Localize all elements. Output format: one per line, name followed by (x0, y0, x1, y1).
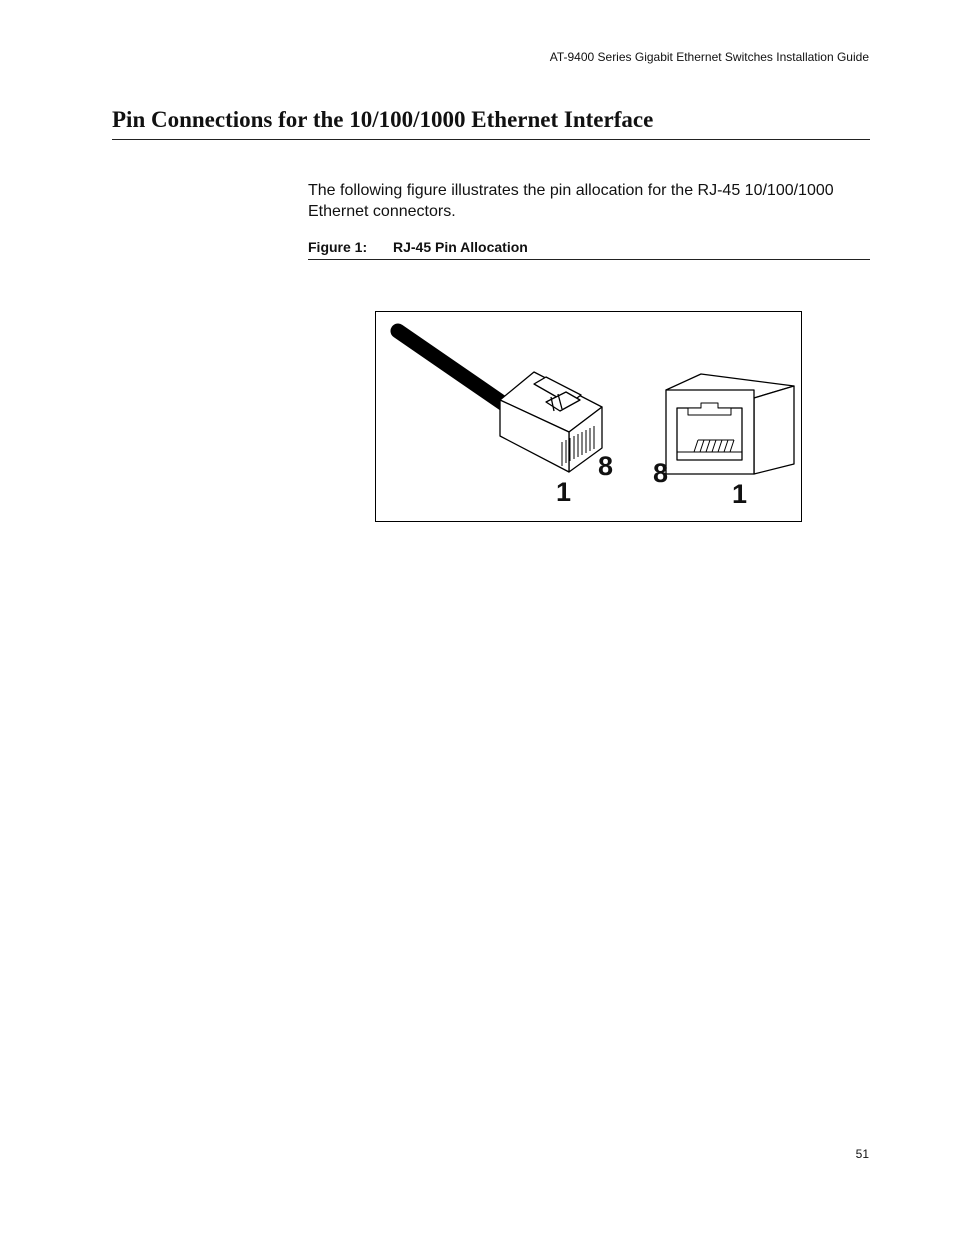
jack-pin-1-label: 1 (732, 479, 748, 509)
jack-pin-8-label: 8 (653, 458, 669, 488)
figure-title: RJ-45 Pin Allocation (393, 239, 528, 255)
running-header: AT-9400 Series Gigabit Ethernet Switches Installation Guide (549, 50, 869, 64)
rj45-plug-drawing (398, 331, 602, 472)
plug-pin-8-label: 8 (598, 451, 614, 481)
figure-rj45-pin-allocation (375, 311, 802, 522)
page-number: 51 (855, 1147, 869, 1161)
rj45-jack-drawing (666, 374, 794, 474)
cable (398, 331, 504, 404)
section-title: Pin Connections for the 10/100/1000 Ethernet Interface (112, 107, 870, 140)
plug-pin-1-label: 1 (556, 477, 572, 507)
figure-number: Figure 1: (308, 239, 368, 255)
intro-paragraph: The following figure illustrates the pin allocation for the RJ-45 10/100/1000 Ethernet connectors. (308, 182, 834, 220)
figure-caption (308, 239, 870, 260)
